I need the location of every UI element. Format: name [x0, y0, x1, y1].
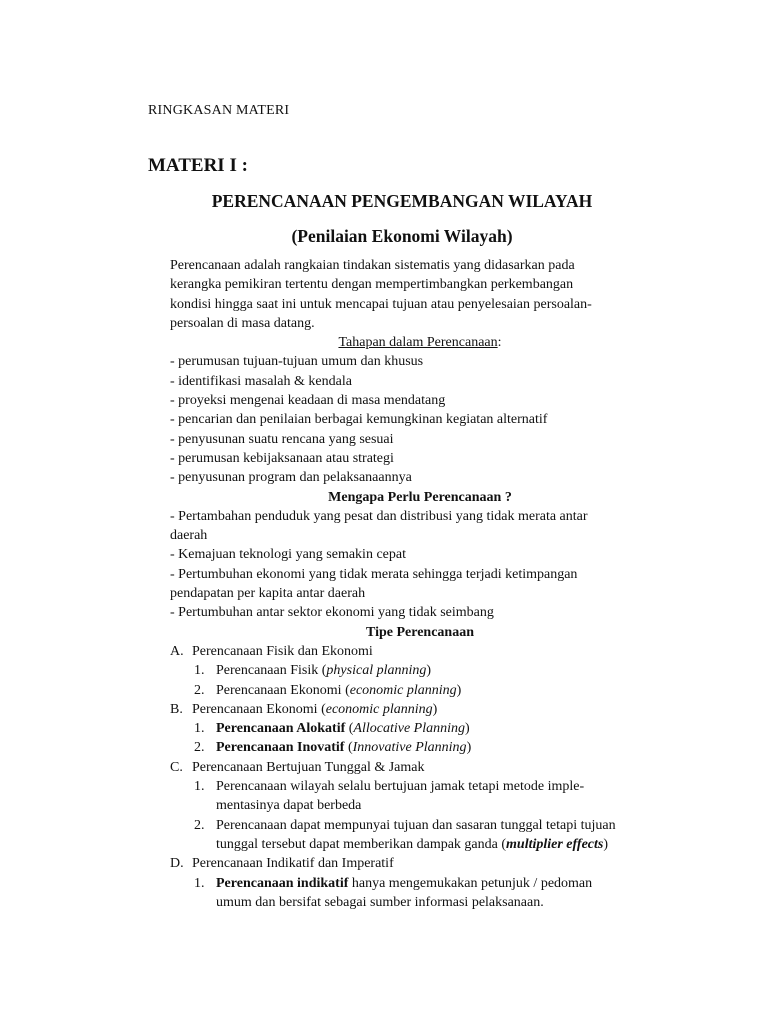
- subitem-end: ): [456, 682, 462, 698]
- tahapan-item: - proyeksi mengenai keadaan di masa mendatang: [170, 393, 446, 409]
- tipe-label-italic: economic planning: [325, 701, 433, 717]
- tipe-item-a: [170, 642, 670, 661]
- sub-title: (Penilaian Ekonomi Wilayah): [291, 226, 513, 246]
- top-heading: RINGKASAN MATERI: [148, 103, 290, 118]
- tipe-subitem: [170, 661, 670, 680]
- tipe-label: Perencanaan Ekonomi (: [192, 701, 326, 717]
- subitem-italic: physical planning: [326, 663, 427, 679]
- tipe-item-c: [170, 758, 670, 777]
- materi-title: MATERI I :: [148, 155, 248, 176]
- subitem-end: ): [603, 836, 609, 852]
- list-marker: C.: [170, 759, 183, 775]
- tahapan-item: - perumusan kebijaksanaan atau strategi: [170, 450, 394, 466]
- tahapan-item: - penyusunan program dan pelaksanaannya: [170, 470, 412, 486]
- list-marker: 2.: [194, 817, 205, 833]
- mengapa-list: [170, 507, 670, 623]
- main-title: PERENCANAAN PENGEMBANGAN WILAYAH: [211, 191, 593, 211]
- mengapa-line: - Kemajuan teknologi yang semakin cepat: [170, 547, 406, 563]
- subitem-bold: Perencanaan Alokatif: [216, 721, 346, 737]
- subitem-bold-italic: multiplier effects: [506, 836, 604, 852]
- subitem-line: Perencanaan wilayah selalu bertujuan jamak tetapi metode imple-: [216, 779, 585, 795]
- intro-line: persoalan di masa datang.: [170, 315, 315, 331]
- tipe-label: Perencanaan Indikatif dan Imperatif: [192, 856, 394, 872]
- intro-paragraph: [170, 256, 670, 333]
- subitem-line: mentasinya dapat berbeda: [216, 798, 362, 814]
- list-marker: 1.: [194, 663, 205, 679]
- subitem-italic: economic planning: [349, 682, 457, 698]
- tahapan-item: - identifikasi masalah & kendala: [170, 373, 352, 389]
- subitem-end: ): [466, 740, 472, 756]
- subitem-italic: Innovative Planning: [352, 740, 467, 756]
- subitem-end: ): [426, 663, 432, 679]
- tipe-label: Perencanaan Fisik dan Ekonomi: [192, 643, 373, 659]
- mengapa-line: daerah: [170, 528, 208, 544]
- tipe-label: Perencanaan Bertujuan Tunggal & Jamak: [192, 759, 425, 775]
- tipe-item-b: [170, 700, 670, 719]
- tahapan-colon: :: [497, 335, 502, 351]
- tahapan-item: - perumusan tujuan-tujuan umum dan khusus: [170, 354, 424, 370]
- subitem-italic: Allocative Planning: [353, 721, 466, 737]
- tipe-subitem: [170, 681, 670, 700]
- mengapa-heading: Mengapa Perlu Perencanaan ?: [328, 489, 512, 505]
- intro-line: kerangka pemikiran tertentu dengan mempertimbangkan perkembangan: [170, 277, 574, 293]
- mengapa-line: pendapatan per kapita antar daerah: [170, 586, 366, 602]
- tahapan-heading: Tahapan dalam Perencanaan: [338, 335, 498, 351]
- tahapan-item: - penyusunan suatu rencana yang sesuai: [170, 431, 394, 447]
- subitem-text: tunggal tersebut dapat memberikan dampak ganda (: [216, 836, 507, 852]
- tipe-heading: Tipe Perencanaan: [366, 624, 474, 640]
- subitem-bold: Perencanaan indikatif: [216, 875, 349, 891]
- list-marker: 2.: [194, 740, 205, 756]
- list-marker: D.: [170, 856, 184, 872]
- mengapa-line: - Pertambahan penduduk yang pesat dan distribusi yang tidak merata antar: [170, 508, 588, 524]
- list-marker: 1.: [194, 875, 205, 891]
- tahapan-heading-line: [170, 333, 670, 352]
- subitem-bold: Perencanaan Inovatif: [216, 740, 345, 756]
- intro-line: Perencanaan adalah rangkaian tindakan sistematis yang didasarkan pada: [170, 258, 575, 273]
- list-marker: 1.: [194, 721, 205, 737]
- subitem-text: (: [344, 740, 353, 756]
- tipe-subitem: [170, 874, 670, 913]
- subitem-line: umum dan bersifat sebagai sumber informasi pelaksanaan.: [216, 894, 544, 910]
- mengapa-line: - Pertumbuhan antar sektor ekonomi yang tidak seimbang: [170, 605, 494, 621]
- tahapan-item: - pencarian dan penilaian berbagai kemungkinan kegiatan alternatif: [170, 412, 548, 428]
- list-marker: B.: [170, 701, 183, 717]
- subitem-text: Perencanaan Fisik (: [216, 663, 327, 679]
- tahapan-list: [170, 352, 670, 487]
- tipe-subitem: [170, 777, 670, 816]
- document-body: [170, 256, 670, 912]
- subitem-text: Perencanaan Ekonomi (: [216, 682, 350, 698]
- subitem-line: [216, 874, 670, 893]
- intro-line: kondisi hingga saat ini untuk mencapai tujuan atau penyelesaian persoalan-: [170, 296, 592, 312]
- tipe-subitem: [170, 738, 670, 757]
- mengapa-line: - Pertumbuhan ekonomi yang tidak merata sehingga terjadi ketimpangan: [170, 566, 578, 582]
- list-marker: A.: [170, 643, 184, 659]
- subitem-line: [216, 835, 670, 854]
- list-marker: 1.: [194, 779, 205, 795]
- subitem-end: ): [465, 721, 470, 737]
- subitem-text: hanya mengemukakan petunjuk / pedoman: [348, 875, 593, 891]
- list-marker: 2.: [194, 682, 205, 698]
- subitem-text: (: [345, 721, 354, 737]
- tipe-label-end: ): [432, 701, 438, 717]
- tipe-item-d: [170, 854, 670, 873]
- tipe-subitem: [170, 719, 670, 738]
- tipe-subitem: [170, 816, 670, 855]
- subitem-line: Perencanaan dapat mempunyai tujuan dan sasaran tunggal tetapi tujuan: [216, 817, 616, 833]
